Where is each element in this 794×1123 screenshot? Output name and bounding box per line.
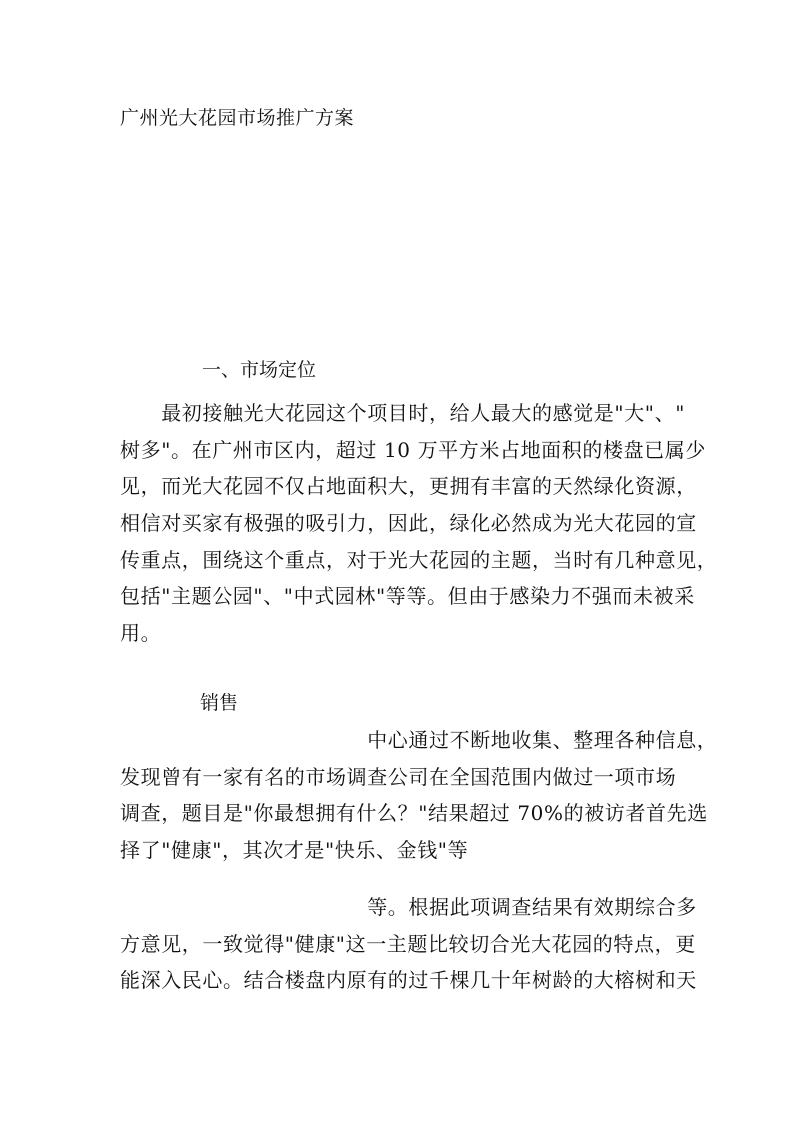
paragraph-line: 能深入民心。结合楼盘内原有的过千棵几十年树龄的大榕树和天 [120,968,697,993]
paragraph-health-theme [120,889,697,999]
paragraph-line: 等。根据此项调查结果有效期综合多 [120,895,697,919]
paragraph-line: 发现曾有一家有名的市场调查公司在全国范围内做过一项市场 [120,764,677,789]
subheading-sales: 销售 [200,692,239,714]
paragraph-market-positioning [120,395,718,652]
paragraph-line: 最初接触光大花园这个项目时，给人最大的感觉是"大"、" [120,401,685,425]
paragraph-line: 择了"健康"，其次才是"快乐、金钱"等 [120,838,469,863]
paragraph-line: 相信对买家有极强的吸引力，因此，绿化必然成为光大花园的宣 [120,511,697,536]
paragraph-line: 见，而光大花园不仅占地面积大，更拥有丰富的天然绿化资源， [120,474,697,499]
section-heading: 一、市场定位 [202,359,317,381]
paragraph-line: 调查，题目是"你最想拥有什么？"结果超过 70%的被访者首先选 [120,801,708,826]
paragraph-line: 方意见，一致觉得"健康"这一主题比较切合光大花园的特点，更 [120,931,696,956]
document-title: 广州光大花园市场推广方案 [120,107,355,129]
paragraph-line: 传重点，围绕这个重点，对于光大花园的主题，当时有几种意见， [120,547,718,572]
paragraph-line: 中心通过不断地收集、整理各种信息， [120,728,718,752]
paragraph-line: 树多"。在广州市区内，超过 10 万平方米占地面积的楼盘已属少 [120,437,706,462]
paragraph-sales-center [120,722,718,869]
paragraph-line: 包括"主题公园"、"中式园林"等等。但由于感染力不强而未被采 [120,584,695,609]
paragraph-line: 用。 [120,621,162,646]
